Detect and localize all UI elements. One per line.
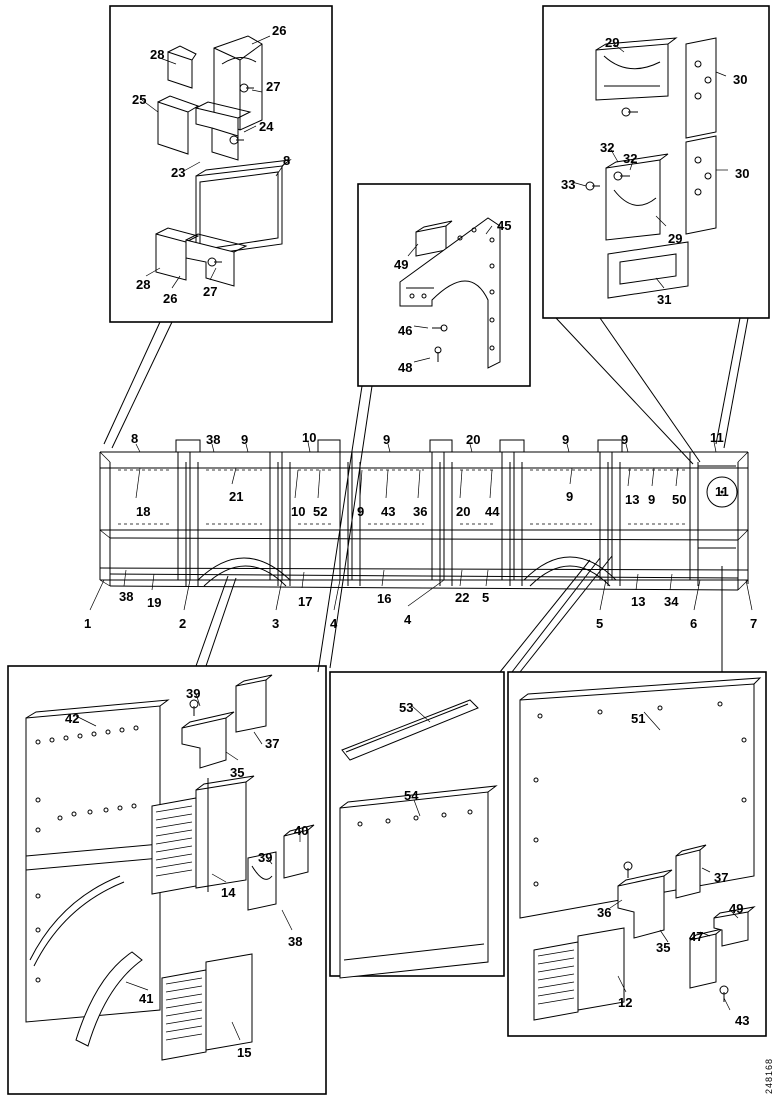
callout-35a: 35 bbox=[230, 765, 245, 780]
callout-43a: 43 bbox=[381, 504, 396, 519]
callout-29b: 29 bbox=[668, 231, 683, 246]
callout-28a: 28 bbox=[150, 47, 165, 62]
callout-51: 51 bbox=[631, 711, 646, 726]
callout-41: 41 bbox=[139, 991, 154, 1006]
callout-9e: 9 bbox=[357, 504, 365, 519]
callout-54: 54 bbox=[404, 788, 419, 803]
callout-11b: 11 bbox=[715, 484, 729, 499]
bottom-right-detail-art bbox=[520, 678, 760, 1020]
callout-36a: 36 bbox=[413, 504, 428, 519]
callout-12: 12 bbox=[618, 995, 633, 1010]
callout-9c: 9 bbox=[562, 432, 570, 447]
callout-27b: 27 bbox=[203, 284, 218, 299]
callout-29a: 29 bbox=[605, 35, 620, 50]
callout-17: 17 bbox=[298, 594, 313, 609]
callout-33: 33 bbox=[561, 177, 576, 192]
callout-53: 53 bbox=[399, 700, 414, 715]
callout-8a: 8 bbox=[283, 153, 291, 168]
callout-18a: 18 bbox=[136, 504, 151, 519]
callout-27a: 27 bbox=[266, 79, 281, 94]
callout-34: 34 bbox=[664, 594, 679, 609]
callout-28b: 28 bbox=[136, 277, 151, 292]
callout-20a: 20 bbox=[466, 432, 481, 447]
callout-6: 6 bbox=[690, 616, 698, 631]
callout-21: 21 bbox=[229, 489, 244, 504]
callout-30b: 30 bbox=[735, 166, 750, 181]
callout-11a: 11 bbox=[710, 430, 724, 445]
callout-32a: 32 bbox=[600, 140, 615, 155]
callout-24: 24 bbox=[259, 119, 274, 134]
callout-32b: 32 bbox=[623, 151, 638, 166]
callout-45: 45 bbox=[497, 218, 512, 233]
callout-9a: 9 bbox=[241, 432, 249, 447]
callout-50: 50 bbox=[672, 492, 687, 507]
callout-37b: 37 bbox=[714, 870, 729, 885]
callout-9f: 9 bbox=[566, 489, 574, 504]
callout-37a: 37 bbox=[265, 736, 280, 751]
callout-25: 25 bbox=[132, 92, 147, 107]
callout-26b: 26 bbox=[163, 291, 178, 306]
callout-38b: 38 bbox=[119, 589, 134, 604]
callout-5b: 5 bbox=[596, 616, 604, 631]
top-right-detail-art bbox=[572, 35, 728, 298]
callout-49b: 49 bbox=[729, 901, 744, 916]
callout-39b: 39 bbox=[258, 850, 273, 865]
callout-46: 46 bbox=[398, 323, 413, 338]
callout-36b: 36 bbox=[597, 905, 612, 920]
callout-48: 48 bbox=[398, 360, 413, 375]
callout-10b: 10 bbox=[291, 504, 306, 519]
callout-5a: 5 bbox=[482, 590, 490, 605]
callout-30a: 30 bbox=[733, 72, 748, 87]
callout-13b: 13 bbox=[631, 594, 646, 609]
callout-26a: 26 bbox=[272, 23, 287, 38]
main-callout-ticks bbox=[90, 442, 752, 610]
callout-22: 22 bbox=[455, 590, 470, 605]
callout-10a: 10 bbox=[302, 430, 317, 445]
callout-1: 1 bbox=[84, 616, 92, 631]
callout-20b: 20 bbox=[456, 504, 471, 519]
callout-4b: 4 bbox=[404, 612, 412, 627]
callout-2: 2 bbox=[179, 616, 187, 631]
callout-7: 7 bbox=[750, 616, 758, 631]
callout-47: 47 bbox=[689, 929, 704, 944]
drawing-code: 248168 bbox=[764, 1057, 774, 1094]
callout-35b: 35 bbox=[656, 940, 671, 955]
callout-3: 3 bbox=[272, 616, 280, 631]
callout-38a: 38 bbox=[206, 432, 221, 447]
callout-8b: 8 bbox=[131, 431, 139, 446]
callout-31: 31 bbox=[657, 292, 672, 307]
bottom-left-detail-art bbox=[26, 675, 314, 1060]
callout-38c: 38 bbox=[288, 934, 303, 949]
callout-52: 52 bbox=[313, 504, 328, 519]
callout-15: 15 bbox=[237, 1045, 252, 1060]
callout-4a: 4 bbox=[330, 616, 338, 631]
callout-16: 16 bbox=[377, 591, 392, 606]
callout-49a: 49 bbox=[394, 257, 409, 272]
callout-9d: 9 bbox=[621, 432, 629, 447]
callout-42: 42 bbox=[65, 711, 80, 726]
callout-40: 40 bbox=[294, 823, 309, 838]
top-left-detail-art bbox=[142, 36, 290, 288]
callout-13a: 13 bbox=[625, 492, 640, 507]
callout-23: 23 bbox=[171, 165, 186, 180]
callout-39a: 39 bbox=[186, 686, 201, 701]
callout-44: 44 bbox=[485, 504, 500, 519]
callout-9b: 9 bbox=[383, 432, 391, 447]
callout-9g: 9 bbox=[648, 492, 656, 507]
callout-19: 19 bbox=[147, 595, 162, 610]
callout-43b: 43 bbox=[735, 1013, 750, 1028]
callout-14: 14 bbox=[221, 885, 236, 900]
center-detail-art bbox=[400, 218, 500, 368]
bottom-center-detail-art bbox=[340, 700, 496, 978]
